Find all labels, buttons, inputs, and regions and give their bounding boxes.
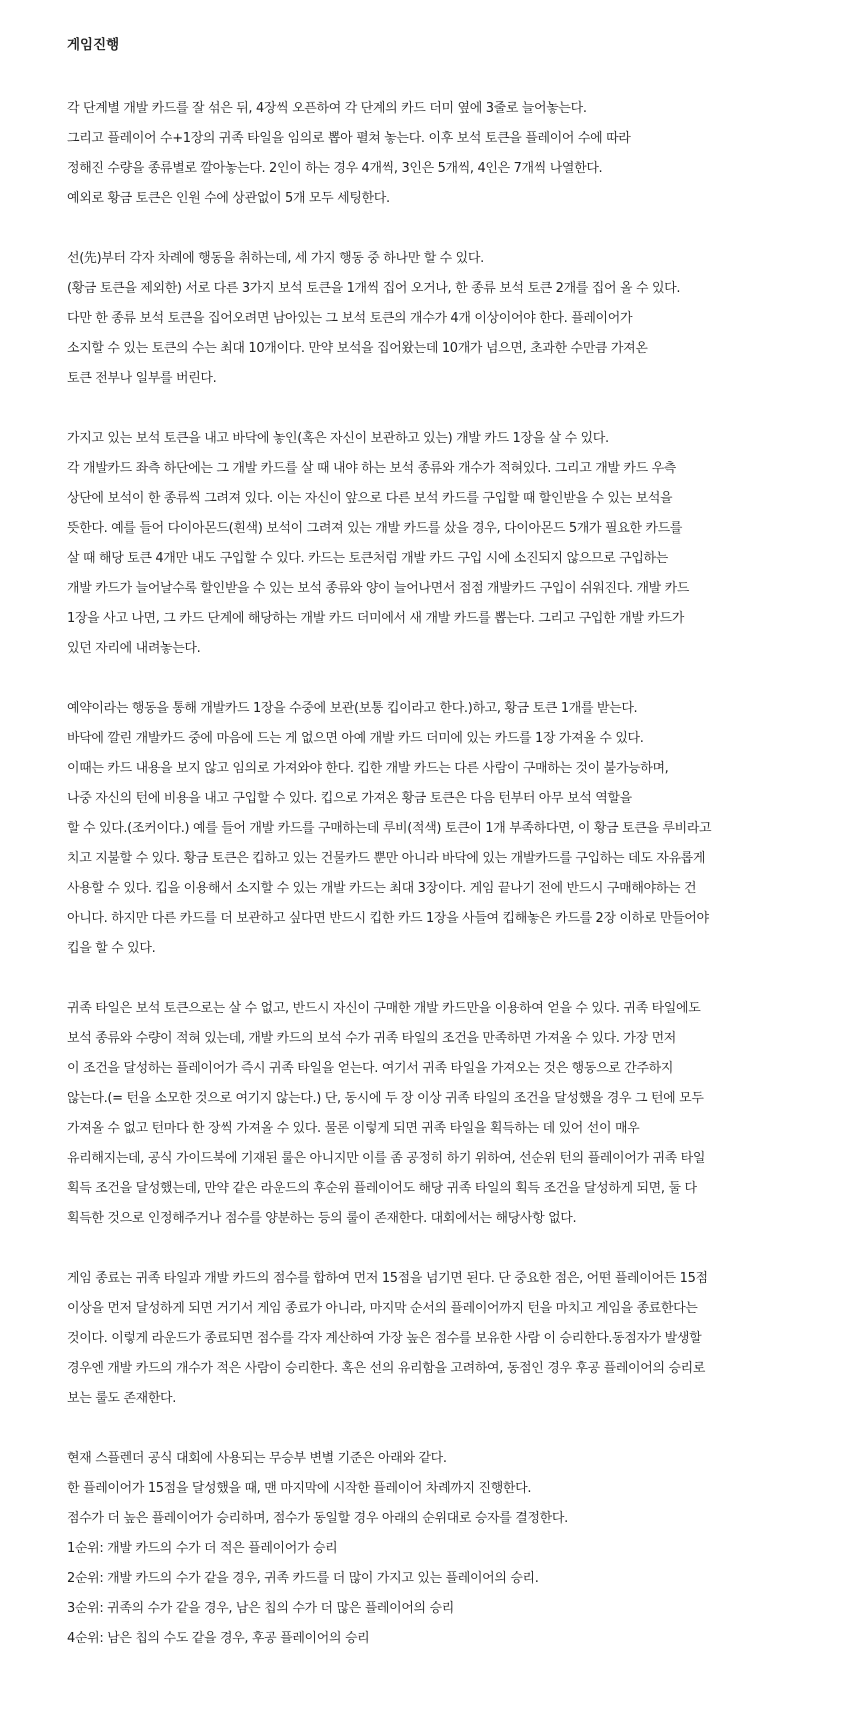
text-line: 획득한 것으로 인정해주거나 점수를 양분하는 등의 룰이 존재한다. 대회에서는 해당사항 없다. — [67, 1211, 577, 1226]
text-line: 상단에 보석이 한 종류씩 그려져 있다. 이는 자신이 앞으로 다른 보석 카드를 구입할 때 할인받을 수 있는 보석을 — [67, 491, 673, 506]
text-line: 살 때 해당 토큰 4개만 내도 구입할 수 있다. 카드는 토큰처럼 개발 카드 구입 시에 소진되지 않으므로 구입하는 — [67, 551, 668, 566]
text-line: 2순위: 개발 카드의 수가 같을 경우, 귀족 카드를 더 많이 가지고 있는 플레이어의 승리. — [67, 1571, 539, 1586]
text-line: 4순위: 남은 칩의 수도 같을 경우, 후공 플레이어의 승리 — [67, 1631, 370, 1646]
text-line: 예약이라는 행동을 통해 개발카드 1장을 수중에 보관(보통 킵이라고 한다.)하고, 황금 토큰 1개를 받는다. — [67, 701, 638, 716]
text-line: 나중 자신의 턴에 비용을 내고 구입할 수 있다. 킵으로 가져온 황금 토큰은 다음 턴부터 아무 보석 역할을 — [67, 791, 632, 806]
text-line: 이상을 먼저 달성하게 되면 거기서 게임 종료가 아니라, 마지막 순서의 플레이어까지 턴을 마치고 게임을 종료한다는 — [67, 1301, 698, 1316]
paragraph — [67, 424, 800, 664]
text-line: 가져올 수 없고 턴마다 한 장씩 가져올 수 있다. 물론 이렇게 되면 귀족 타일을 획득하는 데 있어 선이 매우 — [67, 1121, 640, 1136]
text-line: 정해진 수량을 종류별로 깔아놓는다. 2인이 하는 경우 4개씩, 3인은 5개씩, 4인은 7개씩 나열한다. — [67, 161, 603, 176]
text-line: 바닥에 깔린 개발카드 중에 마음에 드는 게 없으면 아예 개발 카드 더미에 있는 카드를 1장 가져올 수 있다. — [67, 731, 644, 746]
text-line: 이때는 카드 내용을 보지 않고 임의로 가져와야 한다. 킵한 개발 카드는 다른 사람이 구매하는 것이 불가능하며, — [67, 761, 669, 776]
paragraph — [67, 1264, 800, 1414]
paragraph — [67, 694, 800, 964]
text-line: 경우엔 개발 카드의 개수가 적은 사람이 승리한다. 혹은 선의 유리함을 고려하여, 동점인 경우 후공 플레이어의 승리로 — [67, 1361, 706, 1376]
text-line: 1순위: 개발 카드의 수가 더 적은 플레이어가 승리 — [67, 1541, 338, 1556]
text-line: 게임 종료는 귀족 타일과 개발 카드의 점수를 합하여 먼저 15점을 넘기면 된다. 단 중요한 점은, 어떤 플레이어든 15점 — [67, 1271, 708, 1286]
text-line: 예외로 황금 토큰은 인원 수에 상관없이 5개 모두 세팅한다. — [67, 191, 390, 206]
text-line: 아니다. 하지만 다른 카드를 더 보관하고 싶다면 반드시 킵한 카드 1장을 사들여 킵해놓은 카드를 2장 이하로 만들어야 — [67, 911, 709, 926]
text-line: 유리해지는데, 공식 가이드북에 기재된 룰은 아니지만 이를 좀 공정히 하기 위하여, 선순위 턴의 플레이어가 귀족 타일 — [67, 1151, 706, 1166]
paragraph — [67, 94, 800, 214]
text-line: 각 단계별 개발 카드를 잘 섞은 뒤, 4장씩 오픈하여 각 단계의 카드 더미 옆에 3줄로 늘어놓는다. — [67, 101, 587, 116]
text-line: 토큰 전부나 일부를 버린다. — [67, 371, 217, 386]
text-line: 현재 스플렌더 공식 대회에 사용되는 무승부 변별 기준은 아래와 같다. — [67, 1451, 447, 1466]
text-line: 각 개발카드 좌측 하단에는 그 개발 카드를 살 때 내야 하는 보석 종류와 개수가 적혀있다. 그리고 개발 카드 우측 — [67, 461, 677, 476]
text-line: 귀족 타일은 보석 토큰으로는 살 수 없고, 반드시 자신이 구매한 개발 카드만을 이용하여 얻을 수 있다. 귀족 타일에도 — [67, 1001, 701, 1016]
paragraph — [67, 1444, 800, 1654]
text-line: 그리고 플레이어 수+1장의 귀족 타일을 임의로 뽑아 펼쳐 놓는다. 이후 보석 토큰을 플레이어 수에 따라 — [67, 131, 631, 146]
text-line: 사용할 수 있다. 킵을 이용해서 소지할 수 있는 개발 카드는 최대 3장이다. 게임 끝나기 전에 반드시 구매해야하는 건 — [67, 881, 697, 896]
text-line: 보는 룰도 존재한다. — [67, 1391, 177, 1406]
paragraph-list — [67, 94, 800, 1654]
paragraph — [67, 244, 800, 394]
text-line: 보석 종류와 수량이 적혀 있는데, 개발 카드의 보석 수가 귀족 타일의 조건을 만족하면 가져올 수 있다. 가장 먼저 — [67, 1031, 677, 1046]
text-line: (황금 토큰을 제외한) 서로 다른 3가지 보석 토큰을 1개씩 집어 오거나, 한 종류 보석 토큰 2개를 집어 올 수 있다. — [67, 281, 681, 296]
text-line: 개발 카드가 늘어날수록 할인받을 수 있는 보석 종류와 양이 늘어나면서 점점 개발카드 구입이 쉬워진다. 개발 카드 — [67, 581, 690, 596]
text-line: 1장을 사고 나면, 그 카드 단계에 해당하는 개발 카드 더미에서 새 개발 카드를 뽑는다. 그리고 구입한 개발 카드가 — [67, 611, 684, 626]
text-line: 뜻한다. 예를 들어 다이아몬드(흰색) 보석이 그려져 있는 개발 카드를 샀을 경우, 다이아몬드 5개가 필요한 카드를 — [67, 521, 683, 536]
section-title: 게임진행 — [67, 37, 120, 53]
text-line: 할 수 있다.(조커이다.) 예를 들어 개발 카드를 구매하는데 루비(적색) 토큰이 1개 부족하다면, 이 황금 토큰을 루비라고 — [67, 821, 712, 836]
text-line: 소지할 수 있는 토큰의 수는 최대 10개이다. 만약 보석을 집어왔는데 10개가 넘으면, 초과한 수만큼 가져온 — [67, 341, 648, 356]
text-line: 획득 조건을 달성했는데, 만약 같은 라운드의 후순위 플레이어도 해당 귀족 타일의 획득 조건을 달성하게 되면, 둘 다 — [67, 1181, 697, 1196]
paragraph — [67, 994, 800, 1234]
text-line: 않는다.(= 턴을 소모한 것으로 여기지 않는다.) 단, 동시에 두 장 이상 귀족 타일의 조건을 달성했을 경우 그 턴에 모두 — [67, 1091, 704, 1106]
text-line: 것이다. 이렇게 라운드가 종료되면 점수를 각자 계산하여 가장 높은 점수를 보유한 사람 이 승리한다.동점자가 발생할 — [67, 1331, 702, 1346]
text-line: 킵을 할 수 있다. — [67, 941, 156, 956]
text-line: 치고 지불할 수 있다. 황금 토큰은 킵하고 있는 건물카드 뿐만 아니라 바닥에 있는 개발카드를 구입하는 데도 자유롭게 — [67, 851, 706, 866]
text-line: 점수가 더 높은 플레이어가 승리하며, 점수가 동일할 경우 아래의 순위대로 승자를 결정한다. — [67, 1511, 568, 1526]
text-line: 가지고 있는 보석 토큰을 내고 바닥에 놓인(혹은 자신이 보관하고 있는) 개발 카드 1장을 살 수 있다. — [67, 431, 609, 446]
text-line: 한 플레이어가 15점을 달성했을 때, 맨 마지막에 시작한 플레이어 차례까지 진행한다. — [67, 1481, 532, 1496]
text-line: 3순위: 귀족의 수가 같을 경우, 남은 칩의 수가 더 많은 플레이어의 승리 — [67, 1601, 454, 1616]
text-line: 다만 한 종류 보석 토큰을 집어오려면 남아있는 그 보석 토큰의 개수가 4개 이상이어야 한다. 플레이어가 — [67, 311, 633, 326]
text-line: 이 조건을 달성하는 플레이어가 즉시 귀족 타일을 얻는다. 여기서 귀족 타일을 가져오는 것은 행동으로 간주하지 — [67, 1061, 674, 1076]
text-line: 있던 자리에 내려놓는다. — [67, 641, 201, 656]
text-line: 선(先)부터 각자 차례에 행동을 취하는데, 세 가지 행동 중 하나만 할 수 있다. — [67, 251, 484, 266]
